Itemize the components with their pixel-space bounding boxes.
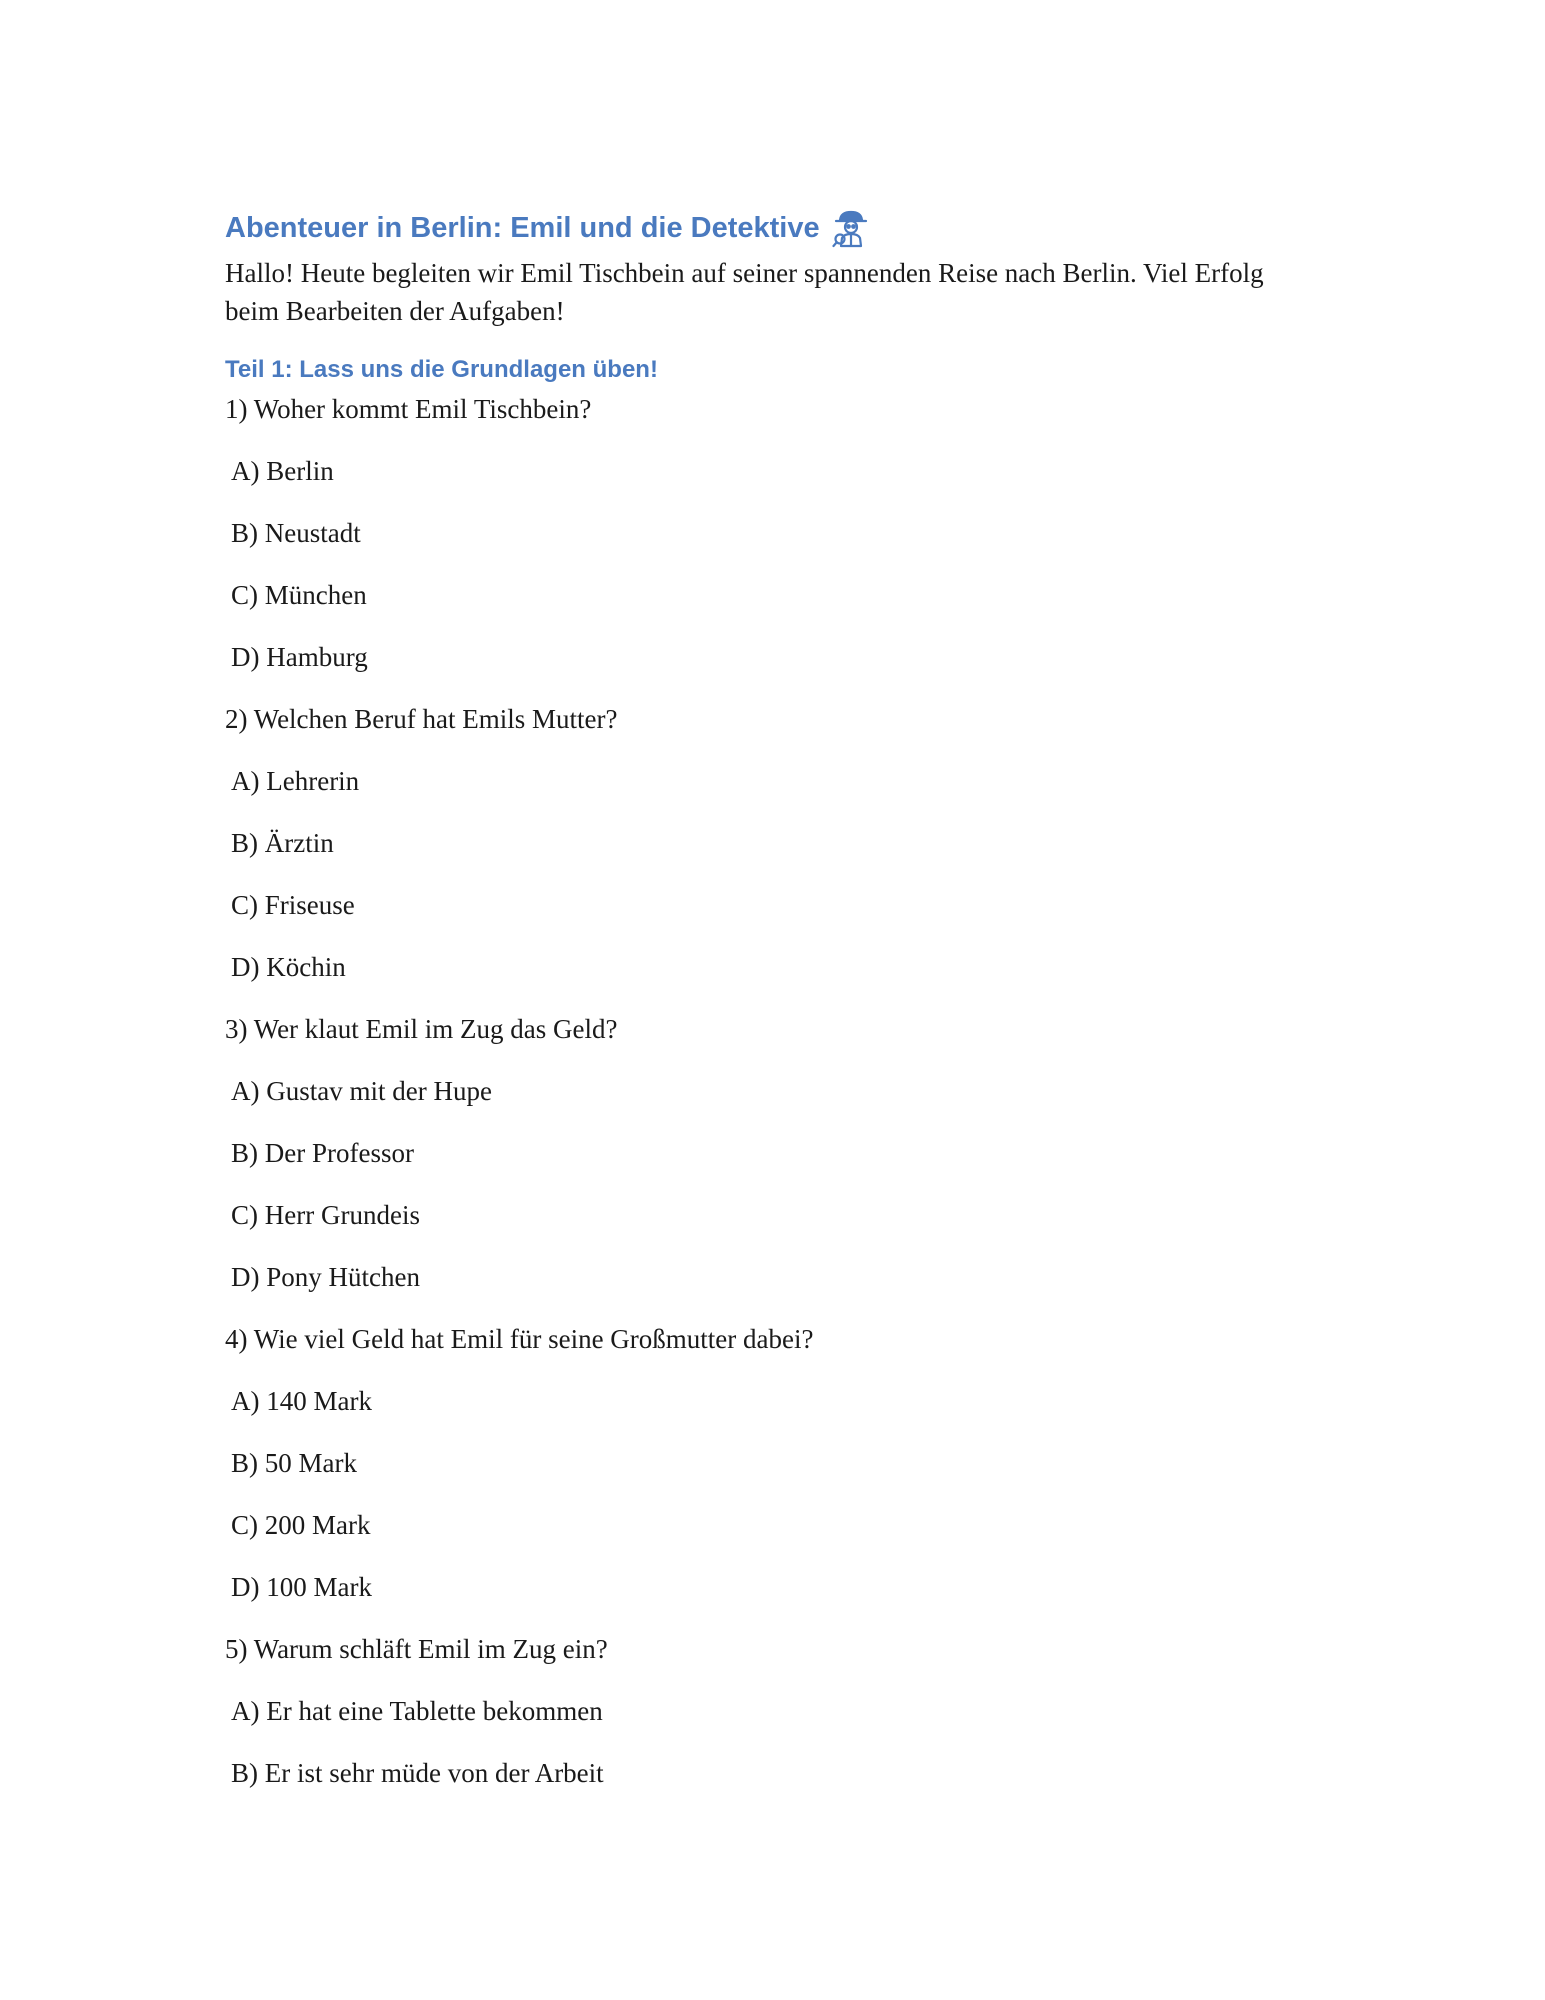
question-3-option-a: A) Gustav mit der Hupe [231,1076,492,1106]
question-2-option-b: B) Ärztin [231,828,334,858]
question-4-option-b: B) 50 Mark [231,1448,357,1478]
document-title-text: Abenteuer in Berlin: Emil und die Detektive [225,211,820,244]
question-4: 4) Wie viel Geld hat Emil für seine Großmutter dabei? [225,1324,814,1354]
detective-icon [832,208,870,248]
question-5: 5) Warum schläft Emil im Zug ein? [225,1634,608,1664]
question-5-option-a: A) Er hat eine Tablette bekommen [231,1696,603,1726]
question-4-option-c: C) 200 Mark [231,1510,371,1540]
question-3-option-c: C) Herr Grundeis [231,1200,420,1230]
question-1-option-d: D) Hamburg [231,642,368,672]
question-2-option-d: D) Köchin [231,952,346,982]
question-4-option-d: D) 100 Mark [231,1572,372,1602]
question-1: 1) Woher kommt Emil Tischbein? [225,394,592,424]
question-4-option-a: A) 140 Mark [231,1386,372,1416]
document-title [225,208,870,248]
question-1-option-c: C) München [231,580,367,610]
intro-paragraph: Hallo! Heute begleiten wir Emil Tischbein auf seiner spannenden Reise nach Berlin. Viel Erfolg beim Bearbeiten der Aufgaben! [225,258,1264,326]
question-5-option-b: B) Er ist sehr müde von der Arbeit [231,1758,604,1788]
section-heading: Teil 1: Lass uns die Grundlagen üben! [225,356,658,383]
question-1-option-a: A) Berlin [231,456,334,486]
question-3-option-d: D) Pony Hütchen [231,1262,420,1292]
question-1-option-b: B) Neustadt [231,518,361,548]
question-3-option-b: B) Der Professor [231,1138,414,1168]
question-3: 3) Wer klaut Emil im Zug das Geld? [225,1014,618,1044]
question-2-option-a: A) Lehrerin [231,766,360,796]
question-2: 2) Welchen Beruf hat Emils Mutter? [225,704,618,734]
question-2-option-c: C) Friseuse [231,890,355,920]
